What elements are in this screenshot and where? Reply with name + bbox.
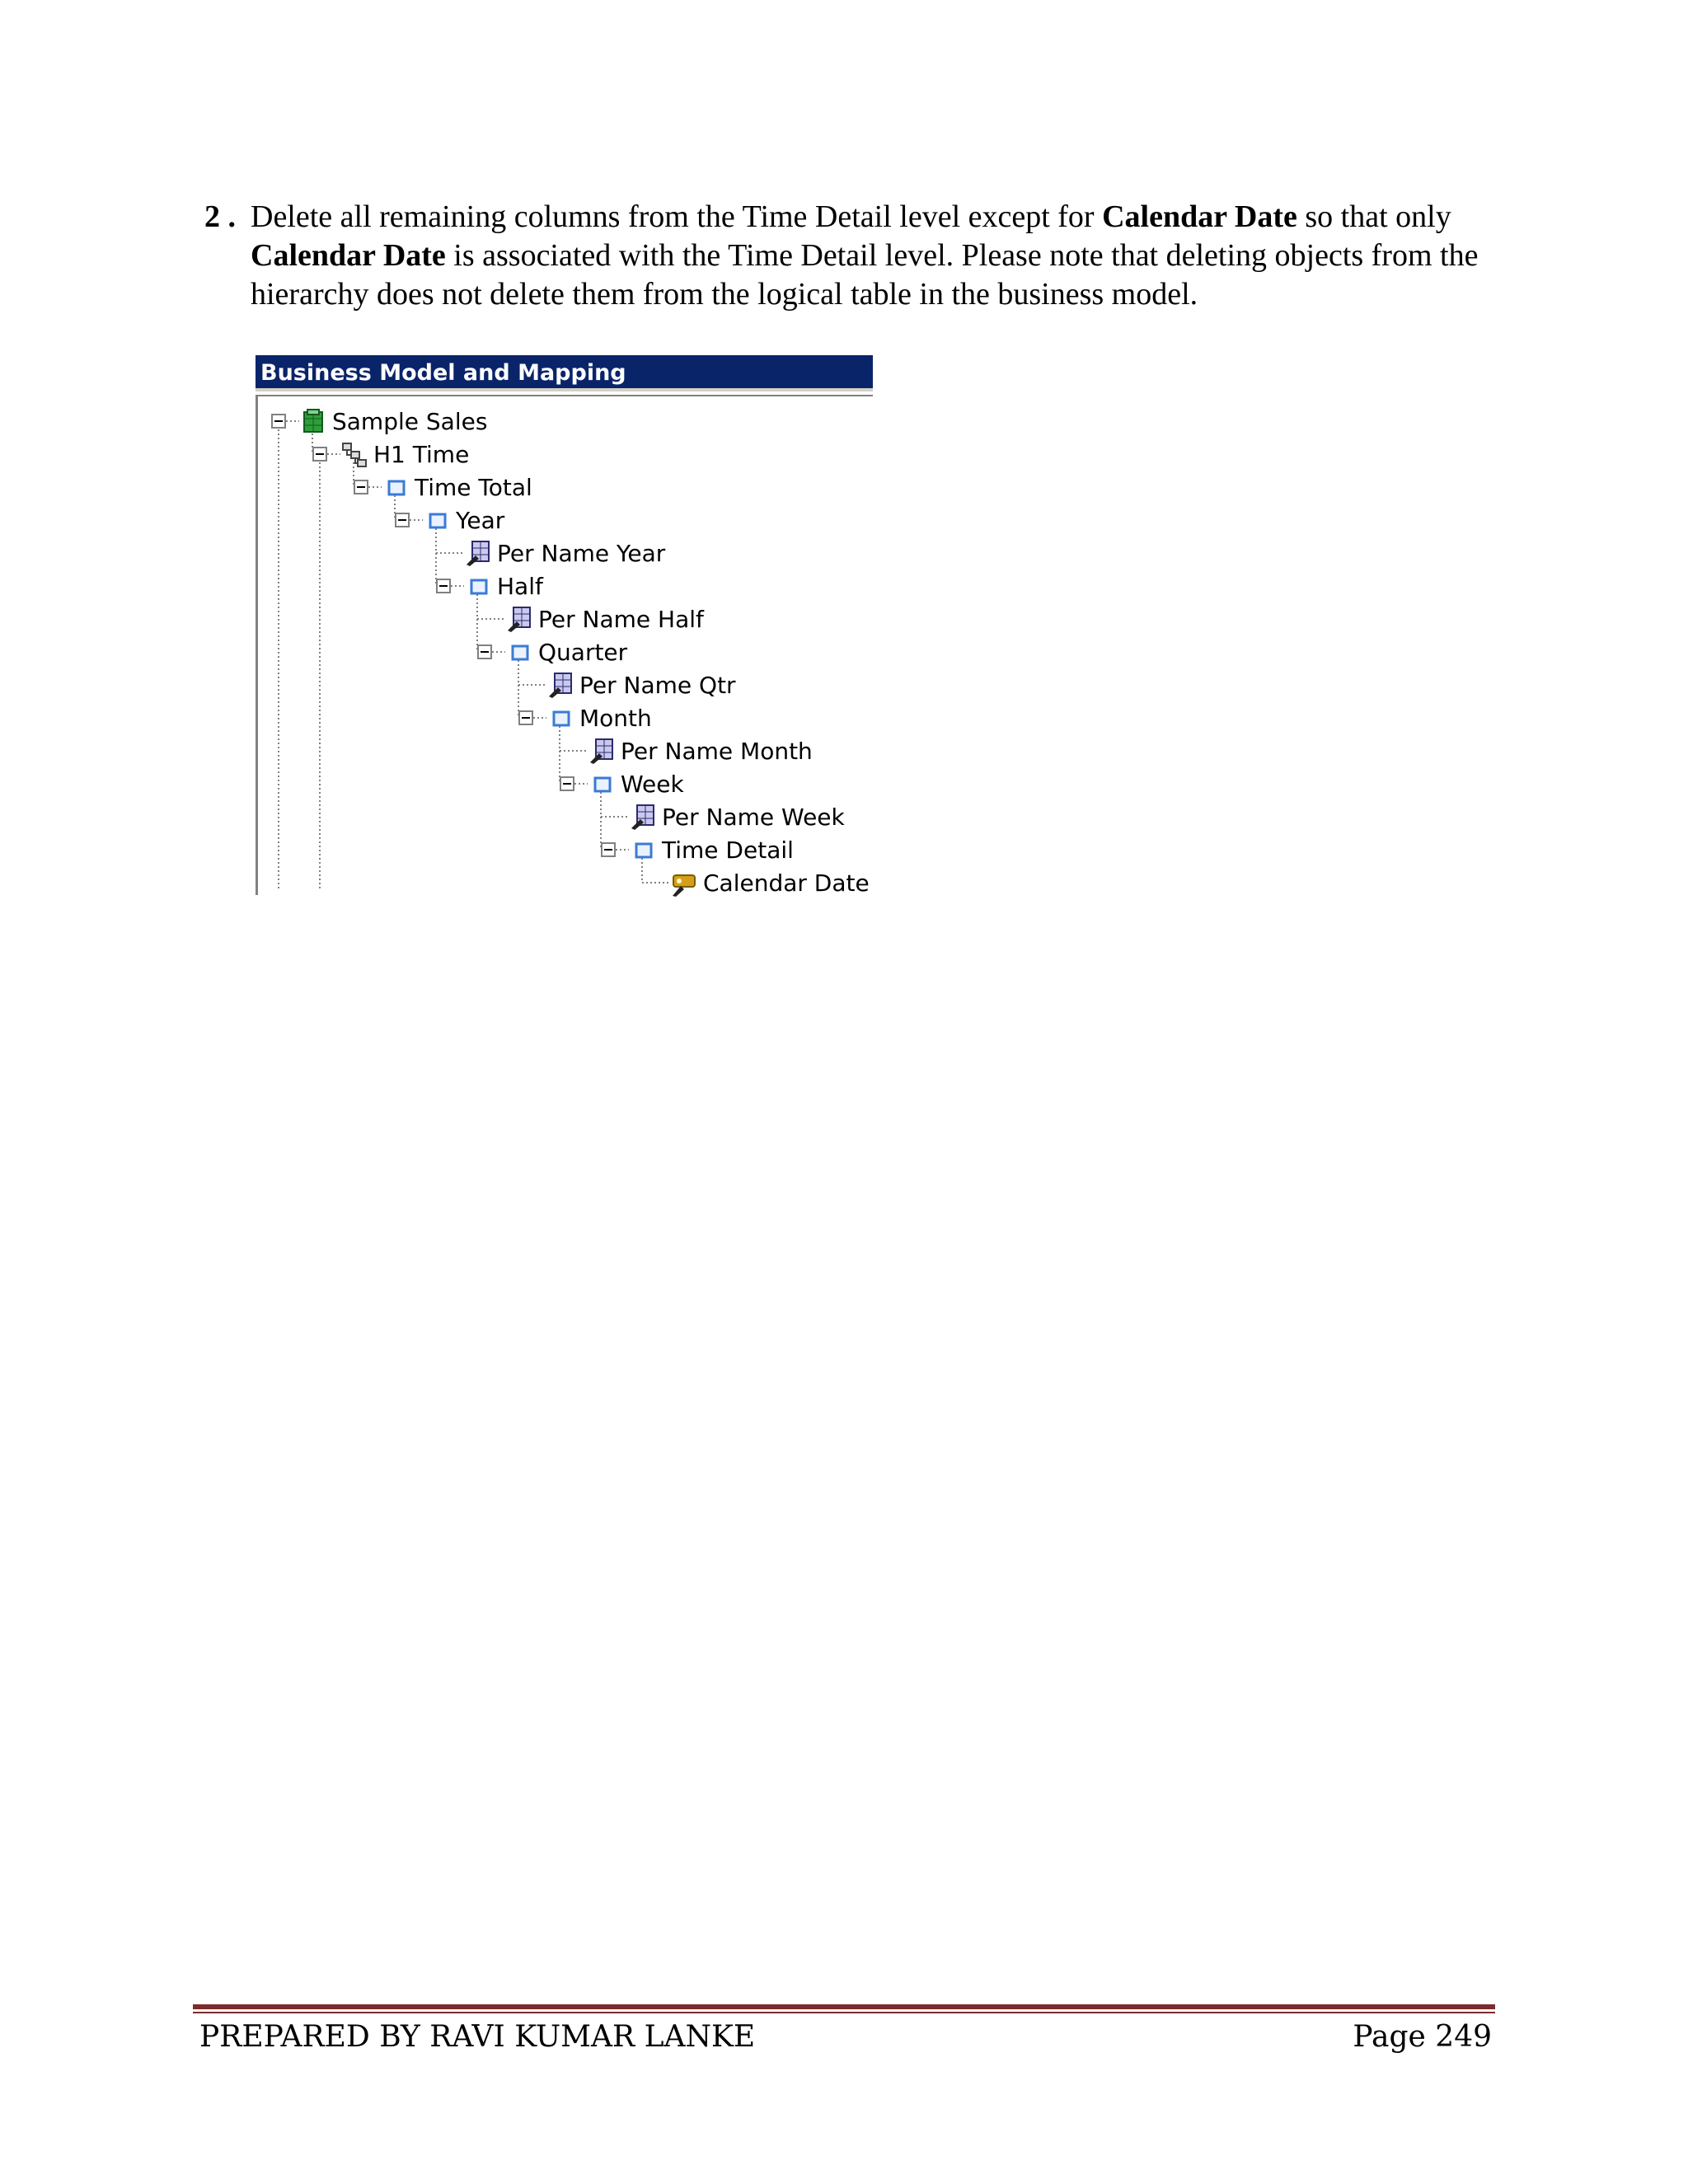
level-key-icon bbox=[588, 737, 616, 765]
tree-node-label: Per Name Week bbox=[662, 803, 845, 831]
level-icon bbox=[546, 704, 574, 732]
footer-prepared-by: PREPARED BY RAVI KUMAR LANKE bbox=[199, 2020, 756, 2054]
step-text-part: Delete all remaining columns from the Time Detail level except for bbox=[251, 199, 1103, 234]
collapse-toggle-icon[interactable] bbox=[395, 513, 410, 527]
step-number: 2 . bbox=[204, 199, 236, 234]
tree-node-label: Year bbox=[456, 506, 505, 534]
tree-node-h1-time[interactable] bbox=[258, 438, 868, 471]
level-icon bbox=[464, 572, 492, 600]
tree-node-calendar-date[interactable] bbox=[258, 866, 868, 899]
level-key-icon bbox=[629, 803, 657, 831]
tree-node-quarter[interactable] bbox=[258, 635, 868, 668]
collapse-toggle-icon[interactable] bbox=[271, 414, 286, 429]
collapse-toggle-icon[interactable] bbox=[354, 480, 368, 494]
collapse-toggle-icon[interactable] bbox=[601, 842, 616, 857]
tree-node-sample-sales[interactable] bbox=[258, 405, 868, 438]
tree-node-label: Calendar Date bbox=[703, 869, 870, 897]
primary-key-icon bbox=[670, 869, 698, 897]
collapse-toggle-icon[interactable] bbox=[518, 710, 533, 725]
tree-node-label: Time Total bbox=[415, 473, 532, 501]
tree-node-time-total[interactable] bbox=[258, 471, 868, 504]
level-icon bbox=[423, 506, 451, 534]
step-text bbox=[251, 198, 1523, 314]
tree-node-label: Time Detail bbox=[662, 836, 794, 864]
level-icon bbox=[505, 638, 533, 666]
tree-view[interactable] bbox=[256, 395, 873, 895]
collapse-toggle-icon[interactable] bbox=[560, 776, 574, 791]
collapse-toggle-icon[interactable] bbox=[436, 579, 451, 593]
tree-node-label: H1 Time bbox=[373, 440, 470, 468]
business-model-panel bbox=[256, 355, 873, 895]
tree-node-per-name-half[interactable] bbox=[258, 602, 868, 635]
step-text-part: is associated with the Time Detail level. Please note that deleting objects from the hierarchy does not delete them from the logical table in the business model. bbox=[251, 238, 1479, 312]
hierarchy-icon bbox=[340, 440, 368, 468]
tree-node-per-name-year[interactable] bbox=[258, 537, 868, 569]
tree-node-year[interactable] bbox=[258, 504, 868, 537]
level-key-icon bbox=[505, 605, 533, 633]
level-icon bbox=[629, 836, 657, 864]
tree-node-per-name-qtr[interactable] bbox=[258, 668, 868, 701]
collapse-toggle-icon[interactable] bbox=[312, 447, 327, 462]
footer-page-number: Page 249 bbox=[1353, 2020, 1492, 2054]
tree-node-label: Per Name Year bbox=[497, 539, 666, 567]
tree-node-month[interactable] bbox=[258, 701, 868, 734]
collapse-toggle-icon[interactable] bbox=[477, 644, 492, 659]
tree-node-label: Week bbox=[621, 770, 684, 798]
tree-node-label: Per Name Qtr bbox=[579, 671, 736, 699]
instruction-step bbox=[204, 198, 1523, 314]
footer-rule bbox=[193, 2004, 1495, 2009]
tree-node-label: Sample Sales bbox=[332, 407, 488, 435]
step-bold-term: Calendar Date bbox=[1102, 199, 1297, 234]
tree-node-label: Per Name Month bbox=[621, 737, 813, 765]
tree-node-label: Quarter bbox=[538, 638, 628, 666]
panel-title: Business Model and Mapping bbox=[256, 355, 873, 391]
tree-node-time-detail[interactable] bbox=[258, 833, 868, 866]
tree-node-label: Month bbox=[579, 704, 652, 732]
tree-node-half[interactable] bbox=[258, 569, 868, 602]
business-model-icon bbox=[299, 407, 327, 435]
level-icon bbox=[588, 770, 616, 798]
level-key-icon bbox=[464, 539, 492, 567]
footer-rule-thin bbox=[193, 2012, 1495, 2013]
tree-node-label: Per Name Half bbox=[538, 605, 704, 633]
level-key-icon bbox=[546, 671, 574, 699]
tree-node-week[interactable] bbox=[258, 767, 868, 800]
tree-node-per-name-month[interactable] bbox=[258, 734, 868, 767]
tree-node-label: Half bbox=[497, 572, 543, 600]
step-text-part: so that only bbox=[1296, 199, 1451, 234]
step-bold-term: Calendar Date bbox=[251, 238, 446, 273]
level-icon bbox=[382, 473, 410, 501]
tree-node-per-name-week[interactable] bbox=[258, 800, 868, 833]
